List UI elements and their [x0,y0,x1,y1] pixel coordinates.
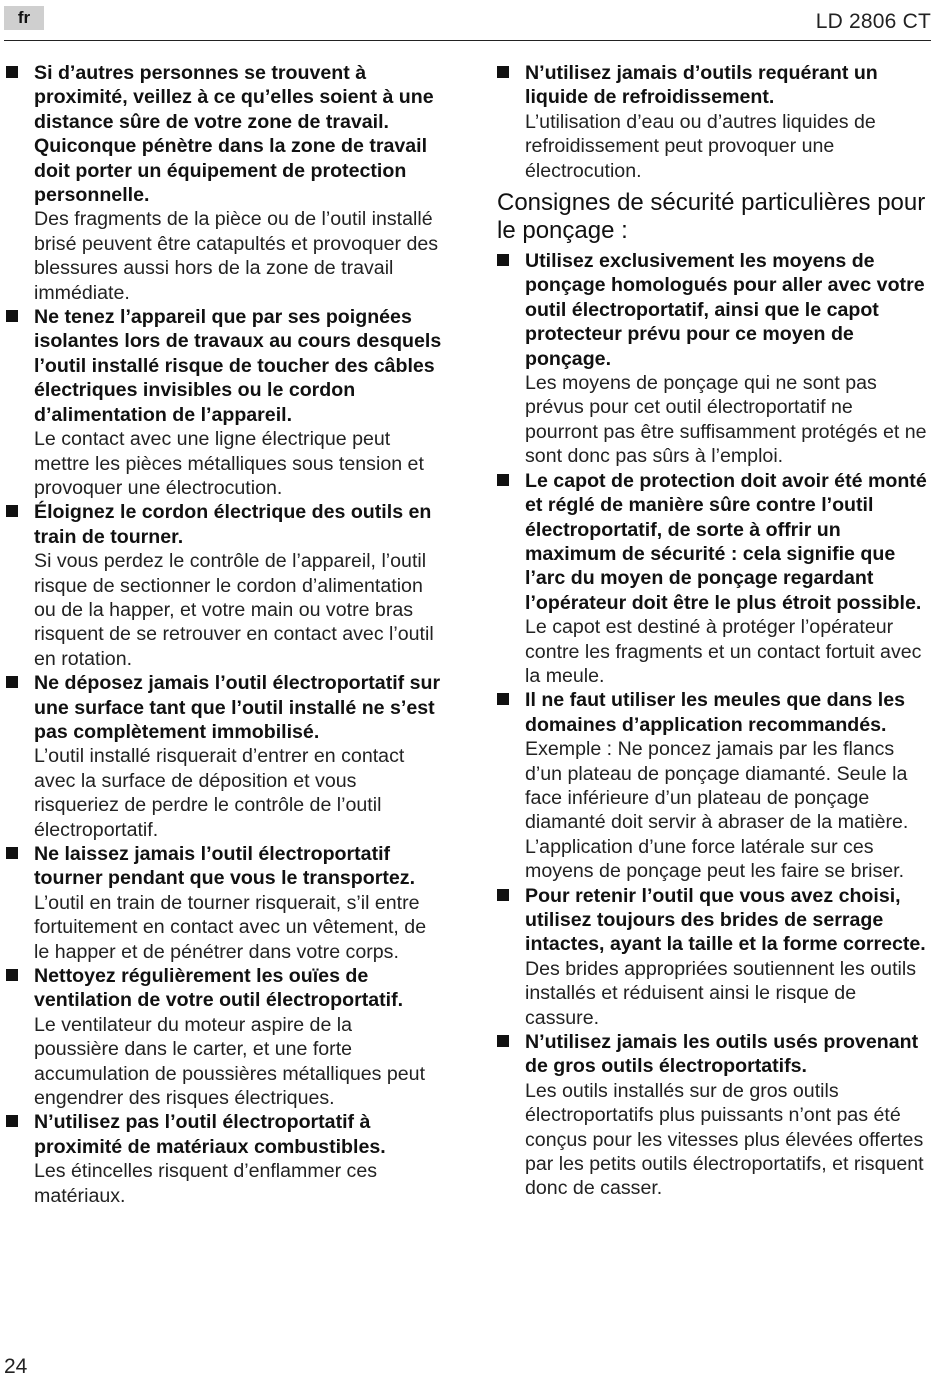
safety-item [6,305,442,500]
safety-item-explanation: L’outil installé risquerait d’entrer en contact avec la surface de déposition et vous risqueriez de perdre le contrôle de l’outil électroportatif. [34,745,405,841]
left-column [6,61,442,1208]
safety-item [6,842,442,964]
safety-item-instruction: Ne tenez l’appareil que par ses poignées isolantes lors de travaux au cours desquels l’outil installé risque de toucher des câbles électriques invisibles ou le cordon d’alimentation de l’appareil. [34,306,442,426]
square-bullet-icon [497,693,509,705]
safety-item-explanation: Exemple : Ne poncez jamais par les flancs d’un plateau de ponçage diamanté. Seule la face inférieure d’un plateau de ponçage diamanté doit servir à abraser de la matière. L’application d’une force latérale sur ces moyens de ponçage peut les faire se briser. [525,738,909,883]
safety-item-instruction: Pour retenir l’outil que vous avez choisi, utilisez toujours des brides de serrage intactes, ayant la taille et la forme correcte. [525,884,926,956]
language-badge: fr [4,6,44,30]
safety-item [6,671,442,842]
square-bullet-icon [6,1115,18,1127]
square-bullet-icon [497,66,509,78]
safety-item-instruction: Utilisez exclusivement les moyens de ponçage homologués pour aller avec votre outil électroportatif, ainsi que le capot protecteur prévu pour ce moyen de ponçage. [525,250,925,370]
safety-item-explanation: L’outil en train de tourner risquerait, s’il entre fortuitement en contact avec un vêtement, de le happer et de pénétrer dans votre corps. [34,891,427,963]
square-bullet-icon [497,254,509,266]
square-bullet-icon [497,889,509,901]
square-bullet-icon [6,66,18,78]
safety-item-instruction: Si d’autres personnes se trouvent à proximité, veillez à ce qu’elles soient à une distance sûre de votre zone de travail. Quiconque pénètre dans la zone de travail doit porter un équipement de protection personnelle. [34,62,434,207]
safety-item-explanation: L’utilisation d’eau ou d’autres liquides de refroidissement peut provoquer une électrocution. [525,110,876,182]
safety-item [497,884,931,1030]
safety-item-explanation: Les étincelles risquent d’enflammer ces matériaux. [34,1160,378,1207]
safety-item-explanation: Le capot est destiné à protéger l’opérateur contre les fragments et un contact fortuit avec la meule. [525,616,922,687]
safety-item [497,469,931,689]
right-column [497,61,931,1201]
square-bullet-icon [6,676,18,688]
safety-item-instruction: Il ne faut utiliser les meules que dans les domaines d’application recommandés. [525,689,906,736]
safety-item [497,61,931,183]
model-name: LD 2806 CT [815,10,931,33]
safety-item [497,1030,931,1201]
safety-item-explanation: Si vous perdez le contrôle de l’appareil, l’outil risque de sectionner le cordon d’alimentation ou de la happer, et votre main ou votre bras risquent de se retrouver en contact avec l’outil en rotation. [34,550,434,670]
safety-item-instruction: Le capot de protection doit avoir été monté et réglé de manière sûre contre l’outil électroportatif, de sorte à offrir un maximum de sécurité : cela signifie que l’arc du moyen de ponçage regardant l’opérateur doit être le plus étroit possible. [525,469,927,614]
square-bullet-icon [6,505,18,517]
section-heading: Consignes de sécurité particulières pour le ponçage : [497,189,926,245]
safety-item [6,500,442,671]
safety-item-instruction: N’utilisez jamais d’outils requérant un liquide de refroidissement. [525,62,878,109]
safety-item-instruction: N’utilisez pas l’outil électroportatif à proximité de matériaux combustibles. [34,1111,386,1158]
square-bullet-icon [6,969,18,981]
safety-item-instruction: Éloignez le cordon électrique des outils en train de tourner. [34,501,432,548]
safety-item [497,688,931,883]
safety-item-explanation: Les moyens de ponçage qui ne sont pas prévus pour cet outil électroportatif ne pourront pas être suffisamment protégés et ne sont donc pas sûrs à l’emploi. [525,372,927,468]
safety-item [6,61,442,305]
safety-item-instruction: Ne déposez jamais l’outil électroportatif sur une surface tant que l’outil installé ne s’est pas complètement immobilisé. [34,672,441,743]
safety-item-explanation: Le contact avec une ligne électrique peut mettre les pièces métalliques sous tension et provoquer une électrocution. [34,428,424,499]
safety-item-instruction: N’utilisez jamais les outils usés provenant de gros outils électroportatifs. [525,1031,919,1078]
square-bullet-icon [497,474,509,486]
safety-item-explanation: Le ventilateur du moteur aspire de la poussière dans le carter, et une forte accumulation de poussières métalliques peut engendrer des risques électriques. [34,1013,426,1110]
safety-item [6,964,442,1110]
safety-item [6,1110,442,1208]
square-bullet-icon [6,847,18,859]
square-bullet-icon [6,310,18,322]
safety-item [497,249,931,469]
safety-item-instruction: Ne laissez jamais l’outil électroportatif tourner pendant que vous le transportez. [34,843,416,890]
safety-item-explanation: Des brides appropriées soutiennent les outils installés et réduisent ainsi le risque de cassure. [525,957,917,1029]
safety-item-instruction: Nettoyez régulièrement les ouïes de ventilation de votre outil électroportatif. [34,965,404,1012]
safety-item-explanation: Les outils installés sur de gros outils électroportatifs plus puissants n’ont pas été conçus pour les vitesses plus élevées offertes par les petits outils électroportatifs, et risquent donc de casser. [525,1079,924,1200]
header-divider [4,40,931,41]
safety-item-explanation: Des fragments de la pièce ou de l’outil installé brisé peuvent être catapultés et provoquer des blessures aussi hors de la zone de travail immédiate. [34,208,439,304]
square-bullet-icon [497,1035,509,1047]
page-number: 24 [4,1355,28,1378]
